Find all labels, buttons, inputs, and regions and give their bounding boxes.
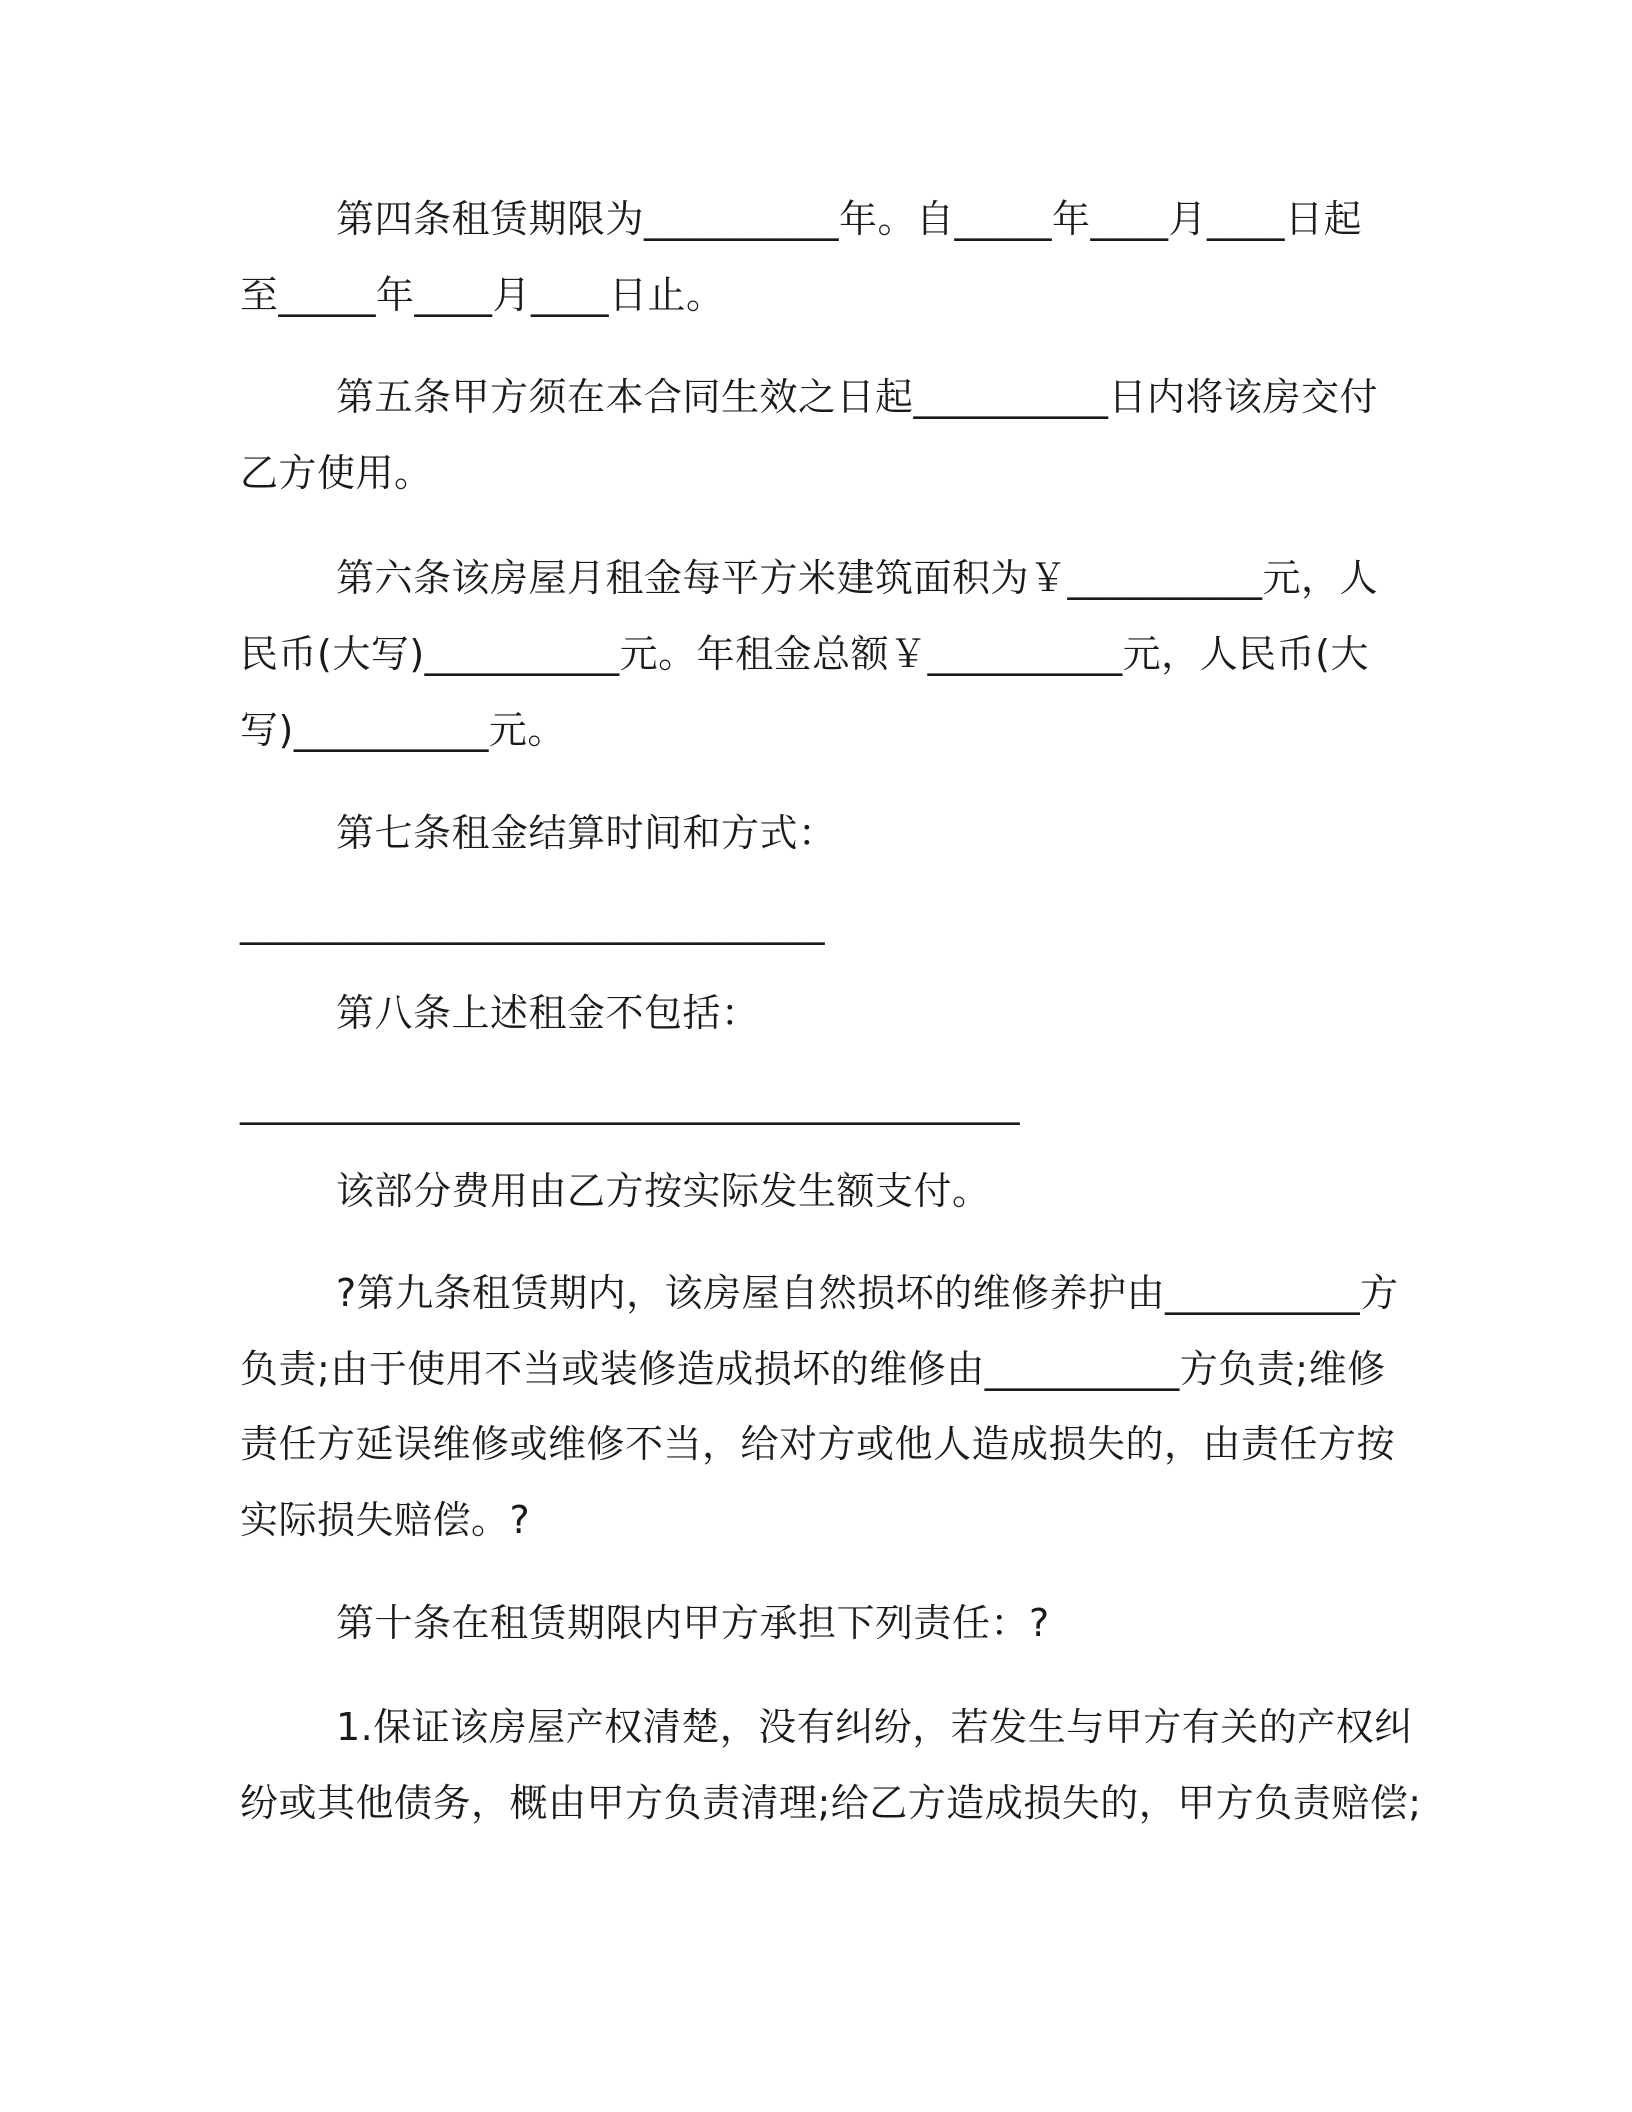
article-5-line-2: 乙方使用。 bbox=[240, 451, 433, 495]
article-10-heading: 第十条在租赁期限内甲方承担下列责任：? bbox=[336, 1601, 1050, 1645]
article-4-line-1: 第四条租赁期限为__________年。自_____年____月____日起 bbox=[336, 197, 1363, 241]
article-6-line-3: 写)__________元。 bbox=[240, 708, 566, 752]
article-9-line-3: 责任方延误维修或维修不当，给对方或他人造成损失的，由责任方按 bbox=[240, 1422, 1396, 1466]
article-7-blank-line: ______________________________ bbox=[240, 901, 825, 945]
article-8-note: 该部分费用由乙方按实际发生额支付。 bbox=[336, 1169, 991, 1213]
article-7-heading: 第七条租金结算时间和方式： bbox=[336, 811, 837, 855]
article-4-line-2: 至_____年____月____日止。 bbox=[240, 273, 725, 317]
article-6-line-2: 民币(大写)__________元。年租金总额￥__________元，人民币(大 bbox=[240, 632, 1369, 676]
article-10-item-1-line-1: 1.保证该房屋产权清楚，没有纠纷，若发生与甲方有关的产权纠 bbox=[336, 1705, 1413, 1749]
article-8-blank-line: ________________________________________ bbox=[240, 1081, 1020, 1125]
article-8-heading: 第八条上述租金不包括： bbox=[336, 991, 760, 1035]
article-5-line-1: 第五条甲方须在本合同生效之日起__________日内将该房交付 bbox=[336, 375, 1379, 419]
article-9-line-1: ?第九条租赁期内，该房屋自然损坏的维修养护由__________方 bbox=[336, 1271, 1399, 1315]
article-6-line-1: 第六条该房屋月租金每平方米建筑面积为￥__________元，人 bbox=[336, 556, 1379, 600]
article-9-line-4: 实际损失赔偿。? bbox=[240, 1498, 531, 1542]
article-9-line-2: 负责;由于使用不当或装修造成损坏的维修由__________方负责;维修 bbox=[240, 1347, 1386, 1391]
article-10-item-1-line-2: 纷或其他债务，概由甲方负责清理;给乙方造成损失的，甲方负责赔偿; bbox=[240, 1781, 1422, 1825]
